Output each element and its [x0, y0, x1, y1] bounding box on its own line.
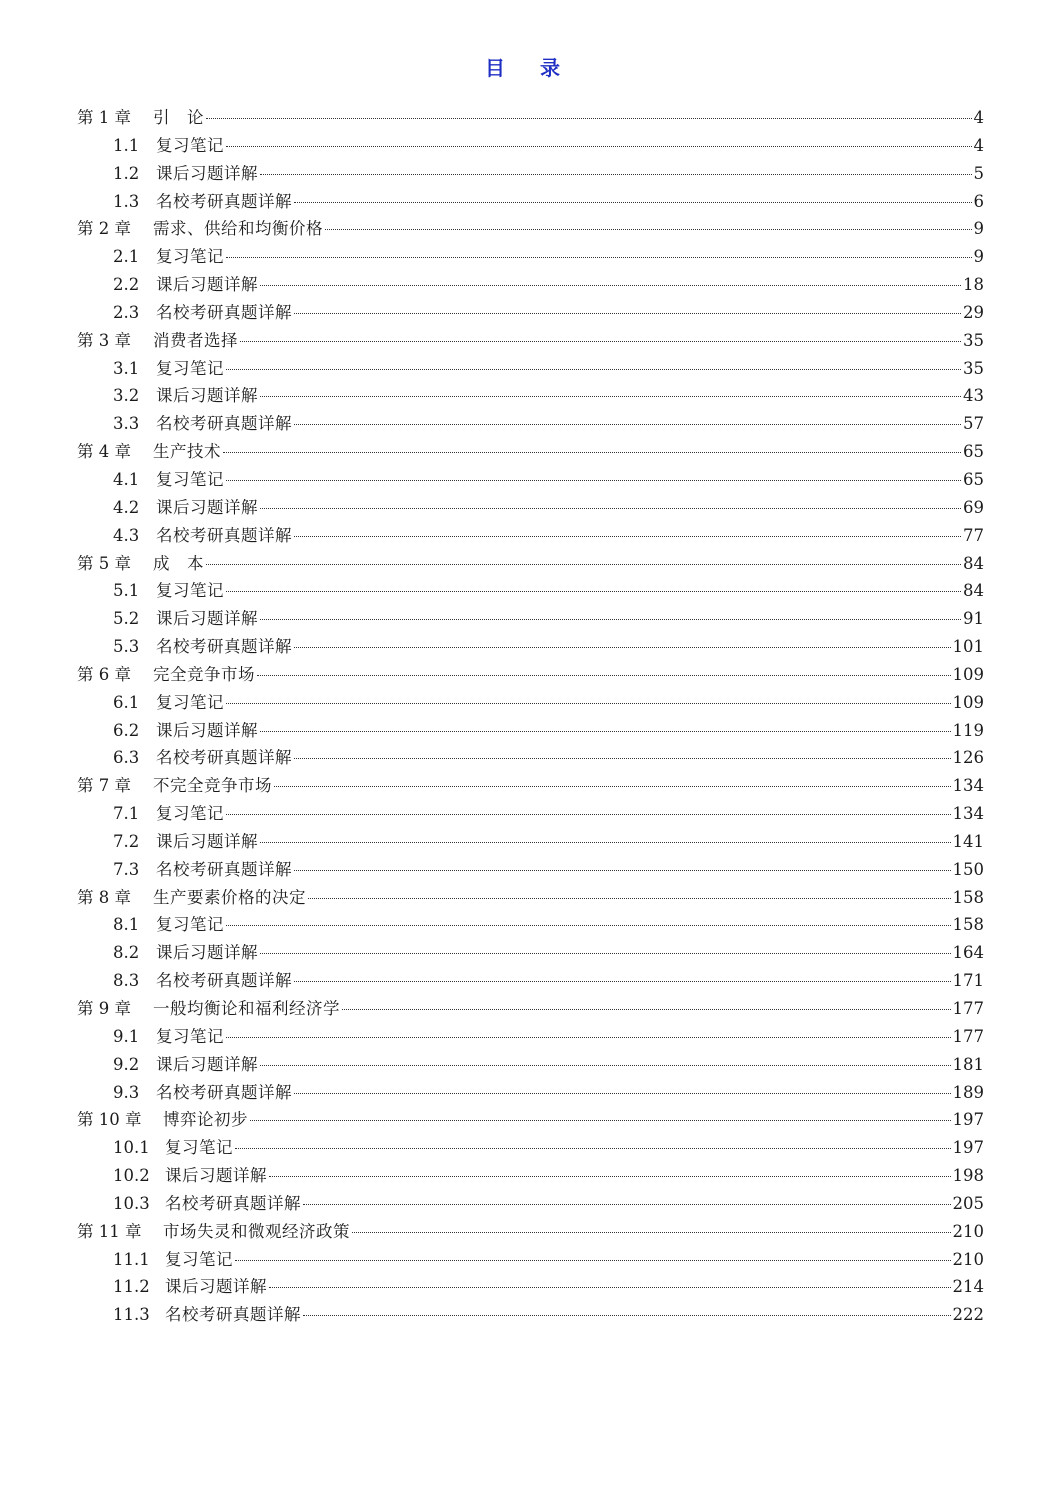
dot-leader — [269, 1287, 951, 1288]
dot-leader — [274, 786, 951, 787]
section-title: 复习笔记 — [156, 247, 224, 267]
section-number: 6.1 — [113, 692, 140, 712]
dot-leader — [294, 870, 951, 871]
section-number: 2.1 — [113, 247, 140, 267]
section-title: 课后习题详解 — [156, 275, 258, 295]
page-number: 35 — [963, 358, 984, 378]
section-title: 名校考研真题详解 — [165, 1305, 301, 1325]
page-number: 197 — [952, 1138, 984, 1158]
section-number: 11.1 — [113, 1249, 150, 1269]
section-number: 6.3 — [113, 748, 140, 768]
chapter-title: 成 本 — [153, 553, 204, 573]
chapter-number: 第 5 章 — [77, 553, 131, 573]
page-number: 84 — [963, 581, 984, 601]
section-number: 10.2 — [113, 1166, 150, 1186]
page-title: 目 录 — [485, 56, 574, 80]
dot-leader — [226, 925, 951, 926]
dot-leader — [294, 536, 961, 537]
page-number: 43 — [963, 386, 984, 406]
page-number: 189 — [952, 1082, 984, 1102]
page-number: 210 — [952, 1249, 984, 1269]
chapter-title: 生产要素价格的决定 — [153, 887, 306, 907]
page-number: 35 — [963, 330, 984, 350]
page-number: 134 — [952, 776, 984, 796]
chapter-number: 第 8 章 — [77, 887, 131, 907]
dot-leader — [226, 1037, 951, 1038]
section-title: 课后习题详解 — [156, 1054, 258, 1074]
dot-leader — [235, 1148, 951, 1149]
toc-section-entry[interactable] — [77, 1162, 984, 1190]
toc-section-entry[interactable] — [77, 1301, 984, 1329]
toc-chapter-entry[interactable] — [77, 550, 984, 578]
dot-leader — [294, 1093, 951, 1094]
page-number: 69 — [963, 497, 984, 517]
chapter-number: 第 10 章 — [77, 1110, 142, 1130]
section-title: 名校考研真题详解 — [156, 414, 292, 434]
section-number: 8.1 — [113, 915, 140, 935]
chapter-title: 完全竞争市场 — [153, 664, 255, 684]
chapter-number: 第 11 章 — [77, 1221, 142, 1241]
section-number: 5.2 — [113, 609, 140, 629]
section-title: 复习笔记 — [156, 804, 224, 824]
page-number: 5 — [973, 163, 984, 183]
dot-leader — [325, 229, 972, 230]
dot-leader — [226, 591, 961, 592]
section-title: 课后习题详解 — [156, 386, 258, 406]
dot-leader — [257, 675, 951, 676]
section-number: 2.3 — [113, 302, 140, 322]
section-number: 7.3 — [113, 859, 140, 879]
section-title: 课后习题详解 — [156, 720, 258, 740]
section-number: 8.2 — [113, 943, 140, 963]
dot-leader — [226, 480, 961, 481]
chapter-title: 消费者选择 — [153, 330, 238, 350]
page-number: 84 — [963, 553, 984, 573]
section-title: 复习笔记 — [156, 1026, 224, 1046]
page-number: 158 — [952, 887, 984, 907]
section-title: 名校考研真题详解 — [156, 302, 292, 322]
section-number: 1.3 — [113, 191, 140, 211]
toc-chapter-entry[interactable] — [77, 1218, 984, 1246]
section-title: 名校考研真题详解 — [156, 859, 292, 879]
chapter-title: 市场失灵和微观经济政策 — [163, 1221, 350, 1241]
page-number: 126 — [952, 748, 984, 768]
page-number: 214 — [952, 1277, 984, 1297]
dot-leader — [294, 202, 972, 203]
toc-section-entry[interactable] — [77, 522, 984, 550]
toc-section-entry[interactable] — [77, 382, 984, 410]
page-number: 18 — [963, 275, 984, 295]
dot-leader — [294, 424, 961, 425]
toc-chapter-entry[interactable] — [77, 327, 984, 355]
table-of-contents — [77, 104, 984, 1329]
dot-leader — [294, 981, 951, 982]
page-number: 6 — [973, 191, 984, 211]
page-number: 65 — [963, 469, 984, 489]
toc-section-entry[interactable] — [77, 271, 984, 299]
page-number: 181 — [952, 1054, 984, 1074]
toc-chapter-entry[interactable] — [77, 215, 984, 243]
dot-leader — [260, 619, 961, 620]
dot-leader — [226, 369, 961, 370]
page-number: 134 — [952, 804, 984, 824]
toc-section-entry[interactable] — [77, 828, 984, 856]
section-title: 名校考研真题详解 — [156, 1082, 292, 1102]
dot-leader — [260, 842, 951, 843]
section-title: 名校考研真题详解 — [156, 525, 292, 545]
toc-chapter-entry[interactable] — [77, 661, 984, 689]
section-title: 课后习题详解 — [156, 609, 258, 629]
page-number: 4 — [973, 135, 984, 155]
section-number: 3.1 — [113, 358, 140, 378]
page-number: 177 — [952, 999, 984, 1018]
toc-section-entry[interactable] — [77, 355, 984, 383]
section-number: 4.1 — [113, 469, 140, 489]
section-number: 6.2 — [113, 720, 140, 740]
toc-section-entry[interactable] — [77, 1079, 984, 1107]
toc-section-entry[interactable] — [77, 1273, 984, 1301]
section-number: 4.3 — [113, 525, 140, 545]
chapter-title: 生产技术 — [153, 442, 221, 462]
toc-section-entry[interactable] — [77, 243, 984, 271]
chapter-title: 博弈论初步 — [163, 1110, 248, 1130]
toc-section-entry[interactable] — [77, 410, 984, 438]
dot-leader — [260, 396, 961, 397]
dot-leader — [303, 1204, 951, 1205]
dot-leader — [342, 1009, 951, 1010]
chapter-number: 第 6 章 — [77, 664, 131, 684]
section-number: 1.2 — [113, 163, 140, 183]
dot-leader — [352, 1232, 951, 1233]
page-number: 109 — [952, 692, 984, 712]
dot-leader — [294, 758, 951, 759]
dot-leader — [260, 953, 951, 954]
section-title: 课后习题详解 — [165, 1166, 267, 1186]
section-number: 10.1 — [113, 1138, 150, 1158]
section-title: 课后习题详解 — [156, 831, 258, 851]
page-number: 171 — [952, 971, 984, 991]
toc-section-entry[interactable] — [77, 299, 984, 327]
section-number: 7.1 — [113, 804, 140, 824]
dot-leader — [260, 1065, 951, 1066]
section-number: 10.3 — [113, 1193, 150, 1213]
toc-section-entry[interactable] — [77, 1051, 984, 1079]
section-number: 7.2 — [113, 831, 140, 851]
toc-chapter-entry[interactable] — [77, 1106, 984, 1134]
section-title: 复习笔记 — [156, 915, 224, 935]
dot-leader — [240, 341, 961, 342]
dot-leader — [269, 1176, 951, 1177]
chapter-title: 需求、供给和均衡价格 — [153, 219, 323, 239]
section-number: 5.1 — [113, 581, 140, 601]
page-number: 29 — [963, 302, 984, 322]
page-number: 198 — [952, 1166, 984, 1186]
toc-section-entry[interactable] — [77, 1134, 984, 1162]
dot-leader — [223, 452, 961, 453]
section-title: 复习笔记 — [165, 1138, 233, 1158]
toc-chapter-entry[interactable] — [77, 772, 984, 800]
section-number: 1.1 — [113, 135, 140, 155]
toc-section-entry[interactable] — [77, 939, 984, 967]
toc-section-entry[interactable] — [77, 1246, 984, 1274]
page-number: 9 — [973, 219, 984, 239]
toc-chapter-entry[interactable] — [77, 995, 984, 1023]
toc-section-entry[interactable] — [77, 1190, 984, 1218]
page-number: 57 — [963, 414, 984, 434]
section-title: 复习笔记 — [165, 1249, 233, 1269]
page-number: 222 — [952, 1305, 984, 1325]
page-number: 9 — [973, 247, 984, 267]
page-number: 141 — [952, 831, 984, 851]
page-number: 119 — [952, 720, 984, 740]
dot-leader — [250, 1120, 951, 1121]
dot-leader — [260, 508, 961, 509]
toc-section-entry[interactable] — [77, 577, 984, 605]
page-number: 77 — [963, 525, 984, 545]
section-title: 名校考研真题详解 — [156, 748, 292, 768]
section-title: 课后习题详解 — [165, 1277, 267, 1297]
toc-section-entry[interactable] — [77, 494, 984, 522]
chapter-title: 不完全竞争市场 — [153, 776, 272, 796]
dot-leader — [206, 564, 961, 565]
section-title: 课后习题详解 — [156, 163, 258, 183]
page-number: 158 — [952, 915, 984, 935]
section-title: 名校考研真题详解 — [156, 637, 292, 657]
dot-leader — [226, 703, 951, 704]
section-number: 3.2 — [113, 386, 140, 406]
section-title: 名校考研真题详解 — [156, 971, 292, 991]
section-title: 复习笔记 — [156, 469, 224, 489]
chapter-number: 第 1 章 — [77, 108, 131, 127]
toc-section-entry[interactable] — [77, 160, 984, 188]
toc-section-entry[interactable] — [77, 689, 984, 717]
dot-leader — [226, 257, 972, 258]
section-number: 11.3 — [113, 1305, 150, 1325]
chapter-number: 第 3 章 — [77, 330, 131, 350]
dot-leader — [260, 174, 972, 175]
chapter-title: 引 论 — [153, 108, 204, 127]
page-number: 65 — [963, 442, 984, 462]
toc-chapter-entry[interactable] — [77, 438, 984, 466]
section-number: 9.2 — [113, 1054, 140, 1074]
toc-section-entry[interactable] — [77, 605, 984, 633]
toc-section-entry[interactable] — [77, 911, 984, 939]
toc-section-entry[interactable] — [77, 856, 984, 884]
section-title: 名校考研真题详解 — [165, 1193, 301, 1213]
toc-section-entry[interactable] — [77, 744, 984, 772]
section-title: 名校考研真题详解 — [156, 191, 292, 211]
dot-leader — [308, 898, 951, 899]
section-number: 11.2 — [113, 1277, 150, 1297]
dot-leader — [235, 1260, 951, 1261]
toc-section-entry[interactable] — [77, 466, 984, 494]
dot-leader — [226, 146, 972, 147]
section-number: 4.2 — [113, 497, 140, 517]
section-title: 复习笔记 — [156, 358, 224, 378]
dot-leader — [226, 814, 951, 815]
page-number: 150 — [952, 859, 984, 879]
chapter-title: 一般均衡论和福利经济学 — [153, 999, 340, 1018]
chapter-number: 第 4 章 — [77, 442, 131, 462]
chapter-number: 第 7 章 — [77, 776, 131, 796]
dot-leader — [206, 118, 972, 119]
section-number: 3.3 — [113, 414, 140, 434]
section-number: 5.3 — [113, 637, 140, 657]
chapter-number: 第 9 章 — [77, 999, 131, 1018]
section-title: 复习笔记 — [156, 135, 224, 155]
page-number: 210 — [952, 1221, 984, 1241]
toc-section-entry[interactable] — [77, 633, 984, 661]
toc-section-entry[interactable] — [77, 800, 984, 828]
page-number: 91 — [963, 609, 984, 629]
toc-chapter-entry[interactable] — [77, 884, 984, 912]
page-number: 197 — [952, 1110, 984, 1130]
page-number: 101 — [952, 637, 984, 657]
chapter-number: 第 2 章 — [77, 219, 131, 239]
dot-leader — [303, 1315, 951, 1316]
dot-leader — [260, 285, 961, 286]
page-number: 164 — [952, 943, 984, 963]
section-number: 9.3 — [113, 1082, 140, 1102]
section-number: 8.3 — [113, 971, 140, 991]
toc-section-entry[interactable] — [77, 188, 984, 216]
section-title: 复习笔记 — [156, 692, 224, 712]
toc-chapter-entry[interactable] — [77, 104, 984, 132]
page-number: 109 — [952, 664, 984, 684]
section-number: 9.1 — [113, 1026, 140, 1046]
dot-leader — [260, 731, 951, 732]
section-number: 2.2 — [113, 275, 140, 295]
page-number: 177 — [952, 1026, 984, 1046]
toc-section-entry[interactable] — [77, 1023, 984, 1051]
page-number: 4 — [973, 108, 984, 127]
dot-leader — [294, 647, 951, 648]
section-title: 复习笔记 — [156, 581, 224, 601]
section-title: 课后习题详解 — [156, 943, 258, 963]
toc-section-entry[interactable] — [77, 132, 984, 160]
page-number: 205 — [952, 1193, 984, 1213]
toc-section-entry[interactable] — [77, 967, 984, 995]
dot-leader — [294, 313, 961, 314]
toc-section-entry[interactable] — [77, 717, 984, 745]
section-title: 课后习题详解 — [156, 497, 258, 517]
